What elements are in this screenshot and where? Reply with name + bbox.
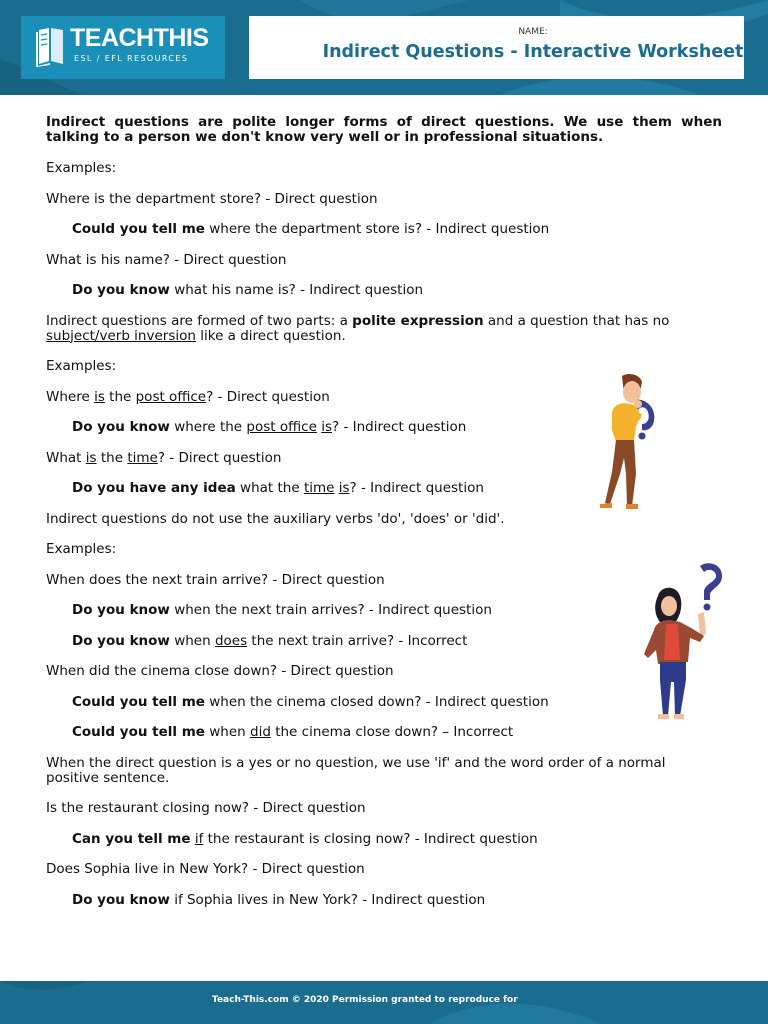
polite-expression: Do you know (72, 602, 170, 618)
worksheet-content (46, 115, 722, 923)
indirect-question (46, 832, 722, 847)
underlined-text: post office (135, 388, 207, 405)
incorrect-question (46, 725, 722, 740)
name-label: NAME: (518, 27, 548, 37)
underlined-text: did (250, 724, 271, 740)
underlined-text: is (94, 388, 105, 405)
underlined-text: if (194, 830, 204, 847)
text: ? - Indirect question (332, 419, 467, 435)
text: and a question that has no (483, 312, 670, 329)
indirect-question (46, 695, 722, 710)
explanation-paragraph (46, 314, 722, 344)
direct-question: When did the cinema close down? - Direct question (46, 663, 394, 679)
underlined-text: does (214, 632, 248, 649)
polite-expression: Could you tell me (72, 221, 205, 237)
polite-expression: Do you know (72, 632, 170, 649)
question-text: if Sophia lives in New York? - Indirect question (169, 891, 486, 908)
underlined-text: subject/verb inversion (46, 327, 196, 344)
indirect-question (46, 283, 722, 298)
polite-expression: Do you know (72, 891, 170, 908)
woman-question-figure (638, 560, 728, 722)
logo-wordmark: TEACHTHIS (70, 24, 209, 52)
text: ? - Indirect question (349, 480, 484, 496)
intro-paragraph: Indirect questions are polite longer forms of direct questions. We use them when talking to a person we don't know very well or in professional situations. (46, 114, 722, 145)
underlined-text: post office (246, 419, 317, 435)
book-logo-icon (35, 27, 67, 67)
worksheet-title: Indirect Questions - Interactive Worksheet (322, 42, 744, 62)
page-header (0, 0, 768, 95)
text: What (46, 449, 86, 466)
copyright-text: Teach-This.com © 2020 Permission granted to reproduce for (212, 995, 518, 1005)
text: what the (235, 480, 304, 496)
polite-expression: Can you tell me (72, 830, 191, 847)
underlined-text: is (321, 419, 332, 435)
underlined-text: time (127, 449, 158, 466)
underlined-text: is (85, 449, 97, 466)
incorrect-question (46, 634, 722, 649)
man-question-figure (596, 370, 662, 512)
question-text: what his name is? - Indirect question (169, 282, 424, 298)
examples-label: Examples: (46, 541, 117, 557)
page-footer (0, 981, 768, 1024)
question-text: when the next train arrives? - Indirect question (169, 602, 492, 618)
text: the cinema close down? – Incorrect (270, 724, 514, 740)
direct-question: Does Sophia live in New York? - Direct question (46, 861, 365, 877)
underlined-text: time (303, 480, 335, 496)
text: where the (169, 419, 247, 435)
direct-question: What is his name? - Direct question (46, 251, 287, 268)
direct-question: Where is the department store? - Direct question (46, 190, 378, 207)
text: when (169, 632, 215, 649)
text: like a direct question. (195, 327, 346, 344)
polite-expression: Do you have any idea (72, 480, 236, 496)
text: the (104, 388, 136, 405)
direct-question: Is the restaurant closing now? - Direct question (46, 800, 366, 816)
indirect-question (46, 603, 722, 618)
explanation-paragraph: When the direct question is a yes or no question, we use 'if' and the word order of a normal positive sentence. (46, 754, 666, 786)
text: the restaurant is closing now? - Indirect question (203, 830, 538, 847)
indirect-question (46, 893, 722, 908)
indirect-question (46, 222, 722, 237)
name-box (249, 16, 744, 79)
question-text: when the cinema closed down? - Indirect question (204, 693, 549, 710)
explanation-paragraph: Indirect questions do not use the auxiliary verbs 'do', 'does' or 'did'. (46, 510, 505, 527)
teachthis-logo[interactable] (21, 16, 225, 79)
text: the next train arrive? - Incorrect (247, 632, 468, 649)
examples-label: Examples: (46, 160, 117, 176)
polite-expression: Could you tell me (72, 724, 205, 740)
text: the (96, 449, 128, 466)
text: when (204, 724, 251, 740)
bold-text: polite expression (352, 312, 484, 329)
text: ? - Direct question (157, 449, 282, 466)
examples-label: Examples: (46, 358, 117, 374)
question-text: where the department store is? - Indirect question (204, 221, 550, 237)
logo-tagline: ESL / EFL RESOURCES (74, 54, 189, 63)
direct-question: When does the next train arrive? - Direct question (46, 571, 385, 588)
polite-expression: Could you tell me (72, 693, 205, 710)
polite-expression: Do you know (72, 282, 170, 298)
text: Where (46, 388, 95, 405)
polite-expression: Do you know (72, 419, 170, 435)
text: ? - Direct question (206, 388, 330, 405)
text: Indirect questions are formed of two parts: a (46, 312, 353, 329)
underlined-text: is (338, 480, 350, 496)
